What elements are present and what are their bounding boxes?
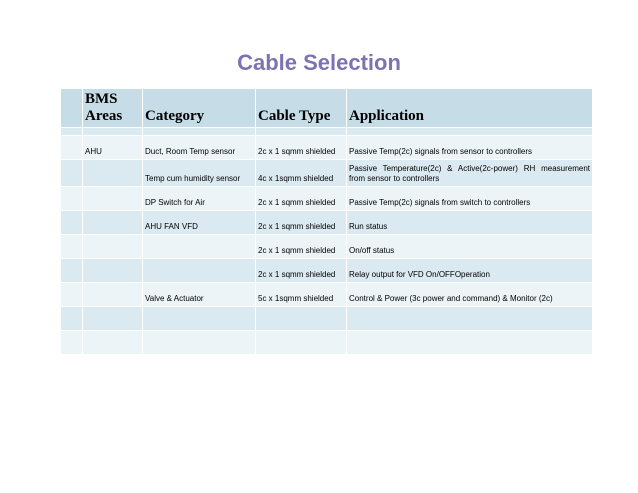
table-row bbox=[61, 283, 593, 307]
application-cell: Passive Temp(2c) signals from switch to controllers bbox=[347, 187, 593, 211]
category-cell: Valve & Actuator bbox=[143, 283, 256, 307]
application-cell: Passive Temperature(2c) & Active(2c-power) RH measurement from sensor to controllers bbox=[347, 160, 593, 187]
table-cell bbox=[61, 235, 83, 259]
table-row bbox=[61, 211, 593, 235]
category-cell bbox=[143, 259, 256, 283]
header-cable-type: Cable Type bbox=[256, 89, 347, 128]
cable-type-cell bbox=[256, 331, 347, 355]
table-cell bbox=[61, 160, 83, 187]
header-bms-areas: BMS Areas bbox=[83, 89, 143, 128]
bms-area-cell bbox=[83, 211, 143, 235]
table-row bbox=[61, 259, 593, 283]
cable-type-cell: 2c x 1 sqmm shielded bbox=[256, 187, 347, 211]
header-category: Category bbox=[143, 89, 256, 128]
cable-selection-table bbox=[60, 88, 593, 355]
bms-area-cell bbox=[83, 259, 143, 283]
category-cell: AHU FAN VFD bbox=[143, 211, 256, 235]
bms-area-cell bbox=[83, 331, 143, 355]
category-cell: DP Switch for Air bbox=[143, 187, 256, 211]
table-cell bbox=[61, 128, 83, 136]
table-cell bbox=[83, 128, 143, 136]
bms-area-cell bbox=[83, 235, 143, 259]
category-cell bbox=[143, 235, 256, 259]
table-cell bbox=[256, 128, 347, 136]
cable-type-cell: 2c x 1 sqmm shielded bbox=[256, 235, 347, 259]
spacer-row bbox=[61, 128, 593, 136]
table-cell bbox=[61, 283, 83, 307]
table-cell bbox=[61, 211, 83, 235]
table-cell bbox=[61, 331, 83, 355]
application-cell: Relay output for VFD On/OFFOperation bbox=[347, 259, 593, 283]
table-row bbox=[61, 187, 593, 211]
table-cell bbox=[347, 128, 593, 136]
bms-area-cell: AHU bbox=[83, 136, 143, 160]
bms-area-cell bbox=[83, 283, 143, 307]
application-cell: On/off status bbox=[347, 235, 593, 259]
cable-type-cell: 5c x 1sqmm shielded bbox=[256, 283, 347, 307]
table-cell bbox=[61, 259, 83, 283]
bms-area-cell bbox=[83, 307, 143, 331]
table-cell bbox=[61, 136, 83, 160]
table-row bbox=[61, 331, 593, 355]
category-cell: Temp cum humidity sensor bbox=[143, 160, 256, 187]
blank-header-cell bbox=[61, 89, 83, 128]
cable-type-cell: 2c x 1 sqmm shielded bbox=[256, 211, 347, 235]
table-cell bbox=[143, 128, 256, 136]
slide-title: Cable Selection bbox=[237, 50, 401, 75]
table-row bbox=[61, 235, 593, 259]
cable-type-cell: 2c x 1 sqmm shielded bbox=[256, 259, 347, 283]
table-header-row bbox=[61, 89, 593, 128]
category-cell bbox=[143, 307, 256, 331]
table-row bbox=[61, 160, 593, 187]
table-row bbox=[61, 307, 593, 331]
bms-area-cell bbox=[83, 160, 143, 187]
cable-type-cell: 4c x 1sqmm shielded bbox=[256, 160, 347, 187]
application-cell: Passive Temp(2c) signals from sensor to controllers bbox=[347, 136, 593, 160]
application-cell: Run status bbox=[347, 211, 593, 235]
cable-type-cell bbox=[256, 307, 347, 331]
cable-type-cell: 2c x 1 sqmm shielded bbox=[256, 136, 347, 160]
bms-area-cell bbox=[83, 187, 143, 211]
category-cell: Duct, Room Temp sensor bbox=[143, 136, 256, 160]
table-cell bbox=[61, 187, 83, 211]
application-cell bbox=[347, 331, 593, 355]
header-application: Application bbox=[347, 89, 593, 128]
table-cell bbox=[61, 307, 83, 331]
table-row bbox=[61, 136, 593, 160]
application-cell: Control & Power (3c power and command) & Monitor (2c) bbox=[347, 283, 593, 307]
category-cell bbox=[143, 331, 256, 355]
application-cell bbox=[347, 307, 593, 331]
